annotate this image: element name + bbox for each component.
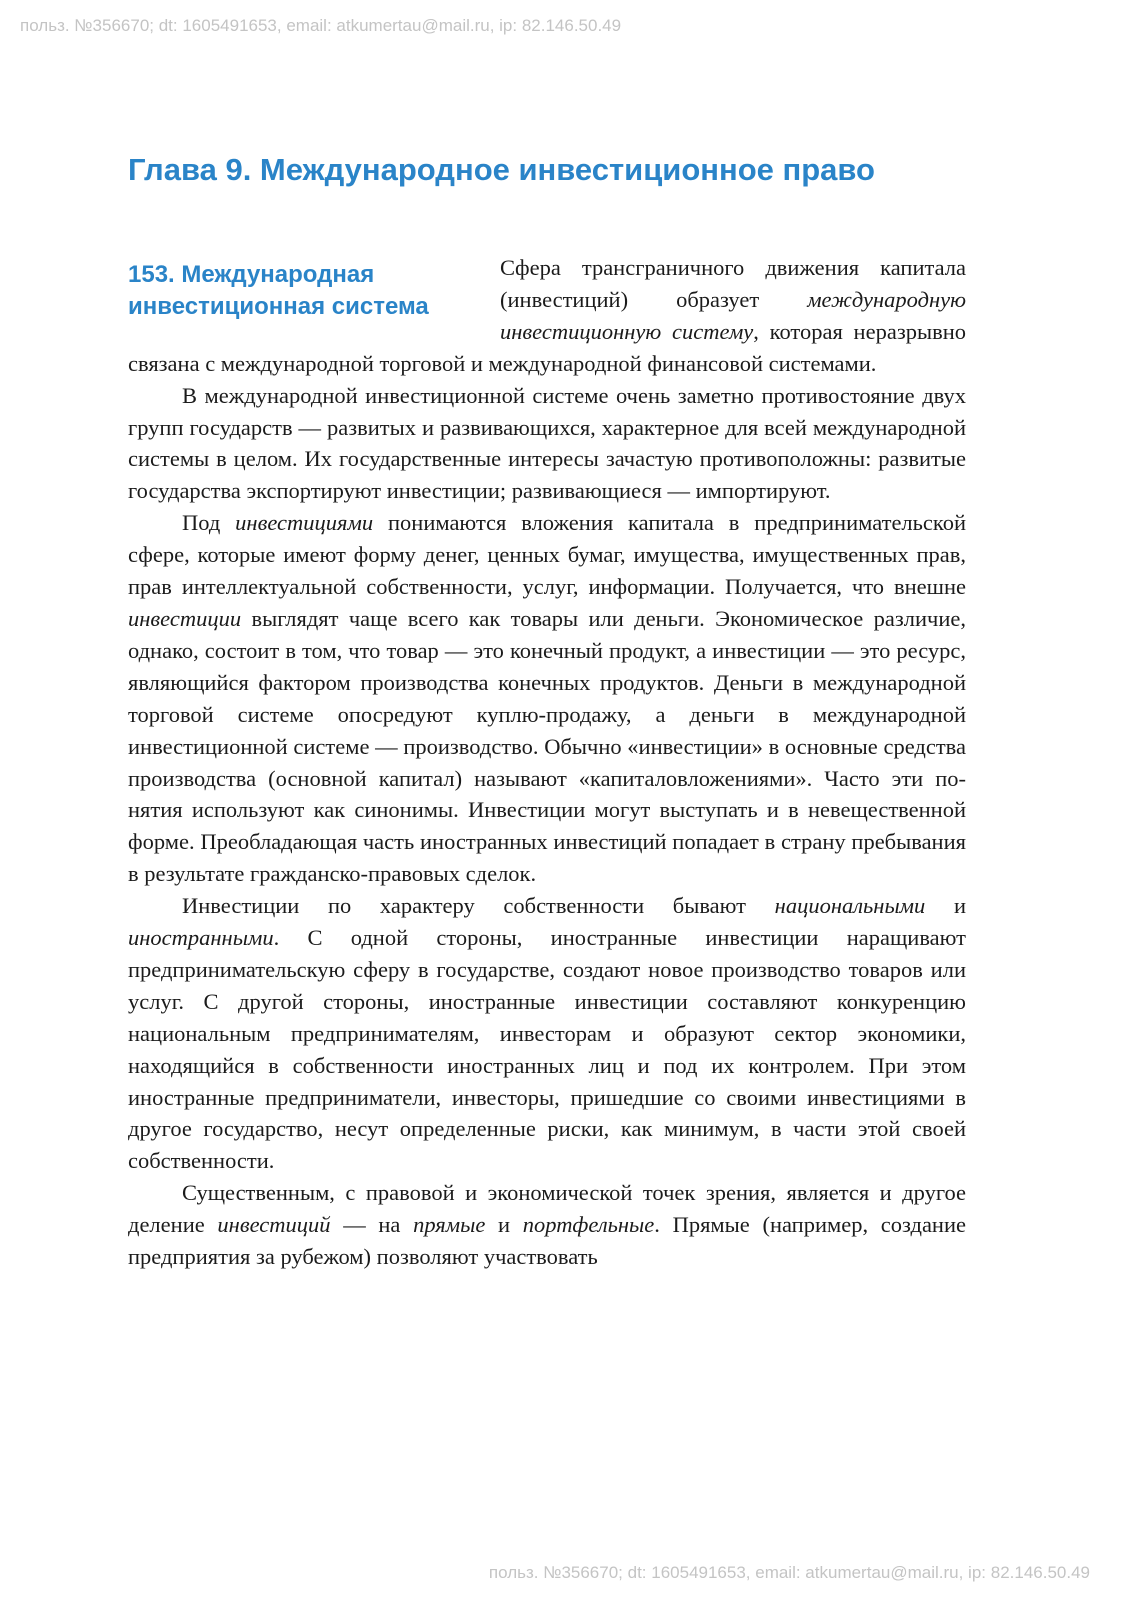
text-run: Инвестиции по характеру собственности бывают — [182, 893, 775, 919]
text-run: Под — [182, 510, 236, 536]
italic-term: инвестиции — [128, 605, 242, 631]
text-run: Сфера трансграничного движения капитала (инвестиций) образует — [500, 255, 966, 312]
text-run: понимаются вложения капитала в предпринимательской сфере, которые имеют форму денег, ценных бумаг, имущества, имущественных прав, прав интеллектуальной собственности, услуг, информации. Получается, что внешне — [128, 510, 966, 600]
text-run: . С одной стороны, иностранные инвестиции наращивают предпринимательскую сферу в государстве, создают новое производство товаров или услуг. С другой стороны, иностранные инвестиции составляют конкуренцию национальным предпринимателям, инвесторам и образуют сектор экономики, находящийся в собственности иностранных лиц и под их контролем. При этом иностранные предприниматели, инвесторы, пришедшие со своими инвестициями в другое государство, несут определенные риски, как минимум, в части этой своей собственности. — [128, 925, 966, 1174]
text-run: , которая неразрывно связана с международной торговой и международной финансовой системами. — [128, 318, 966, 376]
chapter-title: Глава 9. Международное инвестиционное право — [128, 152, 875, 187]
text-run: и — [485, 1212, 523, 1238]
text-run: — на — [330, 1212, 414, 1238]
text-run: Существенным, с правовой и экономической точек зрения, является и другое деление — [128, 1180, 966, 1238]
section-heading-line-2: инвестиционная система — [128, 293, 429, 320]
italic-term: портфельные — [522, 1212, 655, 1238]
paragraph-2: В международной инвестиционной системе очень заметно противостояние двух групп государств — развитых и развивающихся, характерное для всей международной системы в целом. Их государственные интересы зачастую противоположны: развитые государства экспортируют инвестиции; развивающиеся — импортируют. — [128, 382, 966, 504]
text-run: и — [925, 893, 966, 919]
watermark-bottom: польз. №356670; dt: 1605491653, email: atkumertau@mail.ru, ip: 82.146.50.49 — [488, 1563, 1090, 1582]
italic-term: инвестиций — [217, 1212, 331, 1238]
italic-term: иностранными — [128, 925, 274, 951]
paragraph-5 — [128, 1177, 966, 1273]
italic-term: прямые — [413, 1212, 486, 1238]
text-run: выглядят чаще всего как товары или деньги. Экономическое различие, однако, состоит в том, что товар — это конечный продукт, а инвестиции — это ресурс, являющийся фактором производства конечных продуктов. Деньги в международной торговой системе опосредуют куплю-продажу, а деньги в международной инвестиционной системе — производство. Обычно «инвестиции» в основные средства производства (основной капитал) называют «капиталовложениями». Часто эти понятия используют как синонимы. Инвестиции могут выступать и в невещественной форме. Преобладающая часть иностранных инвестиций попадает в страну пребывания в результате гражданско-правовых сделок. — [128, 605, 966, 887]
paragraph-4 — [128, 890, 966, 1177]
heading-spacer — [128, 252, 500, 342]
italic-term: инвестициями — [235, 510, 374, 536]
body-text — [128, 252, 966, 1273]
paragraph-3 — [128, 507, 966, 890]
text-run: . Прямые (например, создание предприятия за рубежом) позволяют участвовать — [128, 1212, 967, 1270]
section-heading-line-1: 153. Международная — [128, 261, 375, 288]
italic-term: национальными — [774, 893, 926, 919]
italic-term: международную инвестиционную систему — [500, 286, 966, 344]
watermark-top: польз. №356670; dt: 1605491653, email: atkumertau@mail.ru, ip: 82.146.50.49 — [20, 16, 622, 35]
